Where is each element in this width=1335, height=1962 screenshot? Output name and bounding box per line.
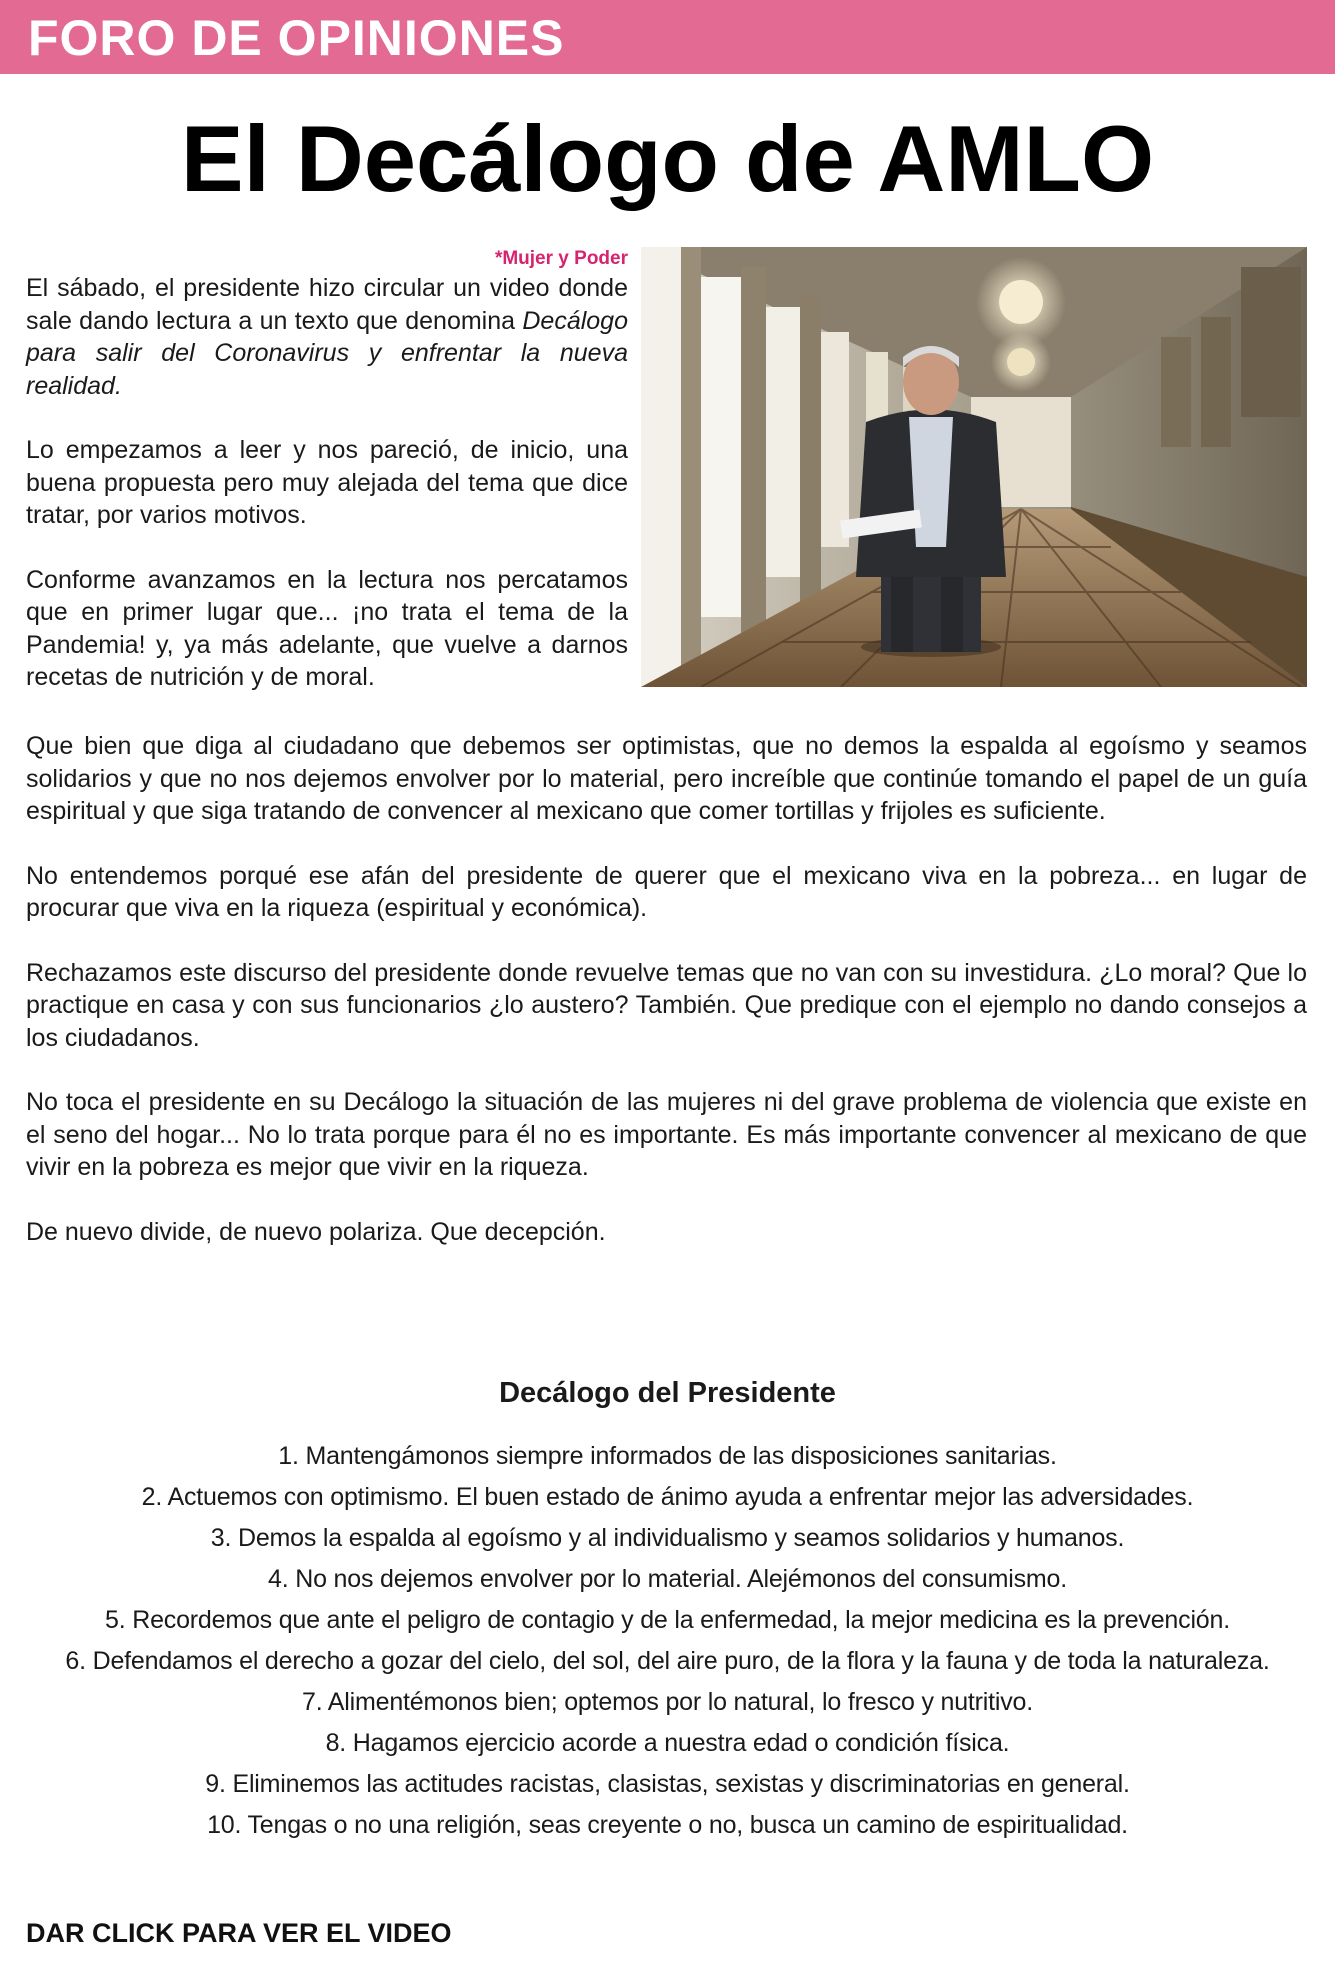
body-paragraph-1: Que bien que diga al ciudadano que debemos ser optimistas, que no demos la espalda al egoísmo y seamos solidarios y que no nos dejemos envolver por lo material, pero increíble que continúe tomando el papel de un guía espiritual y que siga tratando de convencer al mexicano que comer tortillas y frijoles es suficiente. [26,732,1307,825]
body-paragraph-5: De nuevo divide, de nuevo polariza. Que decepción. [26,1217,606,1246]
body-paragraph-3: Rechazamos este discurso del presidente donde revuelve temas que no van con su investidura. ¿Lo moral? Que lo practique en casa y con sus funcionarios ¿lo austero? También. Que predique con el ejemplo no dando consejos a los ciudadanos. [26,958,1307,1052]
decalogo-title-italic: Decálogo para salir del Coronavirus y enfrentar la nueva realidad. [26,306,628,400]
article-body [26,730,1307,1280]
article-title: El Decálogo de AMLO [180,106,1155,211]
intro-column [26,272,628,726]
list-item: 9. Eliminemos las actitudes racistas, clasistas, sexistas y discriminatorias en general. [205,1770,1130,1798]
decalogo-list [0,1436,1335,1846]
list-item: 1. Mantengámonos siempre informados de las disposiciones sanitarias. [278,1442,1057,1470]
byline: *Mujer y Poder [494,248,628,269]
list-item: 8. Hagamos ejercicio acorde a nuestra edad o condición física. [325,1729,1010,1757]
list-item: 3. Demos la espalda al egoísmo y al individualismo y seamos solidarios y humanos. [210,1524,1125,1552]
list-item: 7. Alimentémonos bien; optemos por lo natural, lo fresco y nutritivo. [301,1688,1034,1716]
body-paragraph-2: No entendemos porqué ese afán del presidente de querer que el mexicano viva en la pobreza... en lugar de procurar que viva en la riqueza (espiritual y económica). [26,861,1307,922]
decalogo-title: Decálogo del Presidente [499,1377,836,1409]
intro-paragraph-3: Conforme avanzamos en la lectura nos percatamos que en primer lugar que... ¡no trata el tema de la Pandemia! y, ya más adelante, que vuelve a darnos recetas de nutrición y de moral. [26,565,628,691]
list-item: 6. Defendamos el derecho a gozar del cielo, del sol, del aire puro, de la flora y la fauna y de toda la naturaleza. [65,1647,1270,1675]
view-video-link[interactable]: DAR CLICK PARA VER EL VIDEO [26,1918,452,1948]
list-item: 2. Actuemos con optimismo. El buen estado de ánimo ayuda a enfrentar mejor las adversidades. [141,1483,1194,1511]
list-item: 10. Tengas o no una religión, seas creyente o no, busca un camino de espiritualidad. [207,1811,1128,1839]
body-paragraph-4: No toca el presidente en su Decálogo la situación de las mujeres ni del grave problema de violencia que existe en el seno del hogar... No lo trata porque para él no es importante. Es más importante convencer al mexicano de que vivir en la pobreza es mejor que vivir en la riqueza. [26,1088,1307,1181]
section-header-bar [0,0,1335,74]
intro-paragraph-2: Lo empezamos a leer y nos pareció, de inicio, una buena propuesta pero muy alejada del tema que dice tratar, por varios motivos. [26,436,628,529]
list-item: 4. No nos dejemos envolver por lo material. Alejémonos del consumismo. [268,1565,1067,1593]
article-photo [641,247,1307,687]
list-item: 5. Recordemos que ante el peligro de contagio y de la enfermedad, la mejor medicina es la prevención. [105,1606,1230,1634]
intro-paragraph-1: El sábado, el presidente hizo circular un video donde sale dando lectura a un texto que denomina Decálogo para salir del Coronavirus y enfrentar la nueva realidad. [26,274,628,400]
section-label: FORO DE OPINIONES [28,10,565,66]
